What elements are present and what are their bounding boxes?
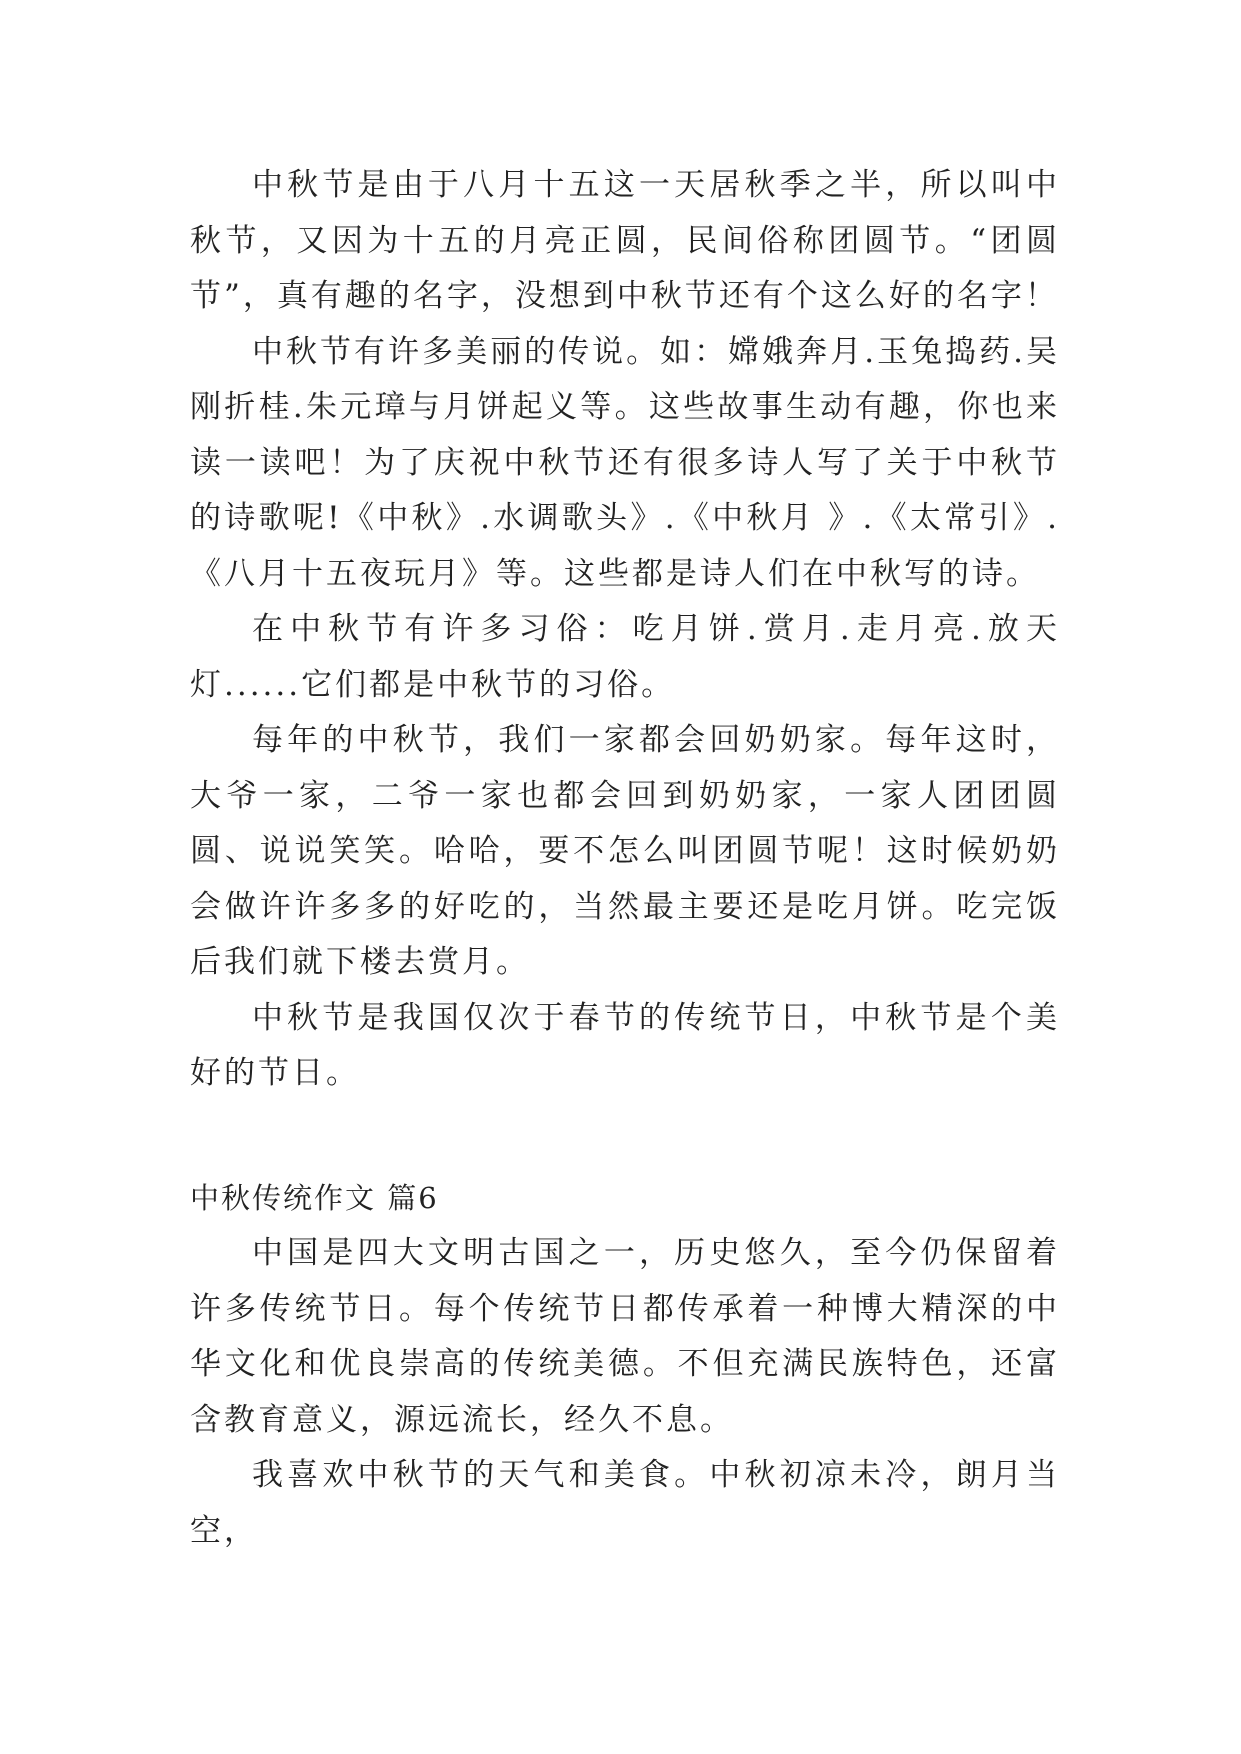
document-body (190, 158, 1060, 1559)
paragraph: 中秋节有许多美丽的传说。如：嫦娥奔月.玉兔捣药.吴刚折桂.朱元璋与月饼起义等。这些故事生动有趣，你也来读一读吧！为了庆祝中秋节还有很多诗人写了关于中秋节的诗歌呢!《中秋》.水调歌头》.《中秋月 》.《太常引》.《八月十五夜玩月》等。这些都是诗人们在中秋写的诗。 (190, 333, 1060, 592)
paragraph: 我喜欢中秋节的天气和美食。中秋初凉未冷，朗月当空， (190, 1457, 1060, 1549)
paragraph: 中秋节是我国仅次于春节的传统节日，中秋节是个美好的节日。 (190, 999, 1060, 1091)
paragraph: 每年的中秋节，我们一家都会回奶奶家。每年这时，大爷一家，二爷一家也都会回到奶奶家，一家人团团圆圆、说说笑笑。哈哈，要不怎么叫团圆节呢！这时候奶奶会做许许多多的好吃的，当然最主要还是吃月饼。吃完饭后我们就下楼去赏月。 (190, 722, 1060, 980)
paragraph: 在中秋节有许多习俗：吃月饼.赏月.走月亮.放天灯......它们都是中秋节的习俗。 (190, 611, 1060, 703)
paragraph: 中国是四大文明古国之一，历史悠久，至今仍保留着许多传统节日。每个传统节日都传承着一种博大精深的中华文化和优良崇高的传统美德。不但充满民族特色，还富含教育意义，源远流长，经久不息。 (190, 1235, 1060, 1438)
paragraph: 中秋节是由于八月十五这一天居秋季之半，所以叫中秋节，又因为十五的月亮正圆，民间俗称团圆节。“团圆节”，真有趣的名字，没想到中秋节还有个这么好的名字！ (190, 167, 1060, 314)
section-spacer (190, 1102, 1060, 1171)
section-heading: 中秋传统作文 篇6 (190, 1180, 439, 1215)
